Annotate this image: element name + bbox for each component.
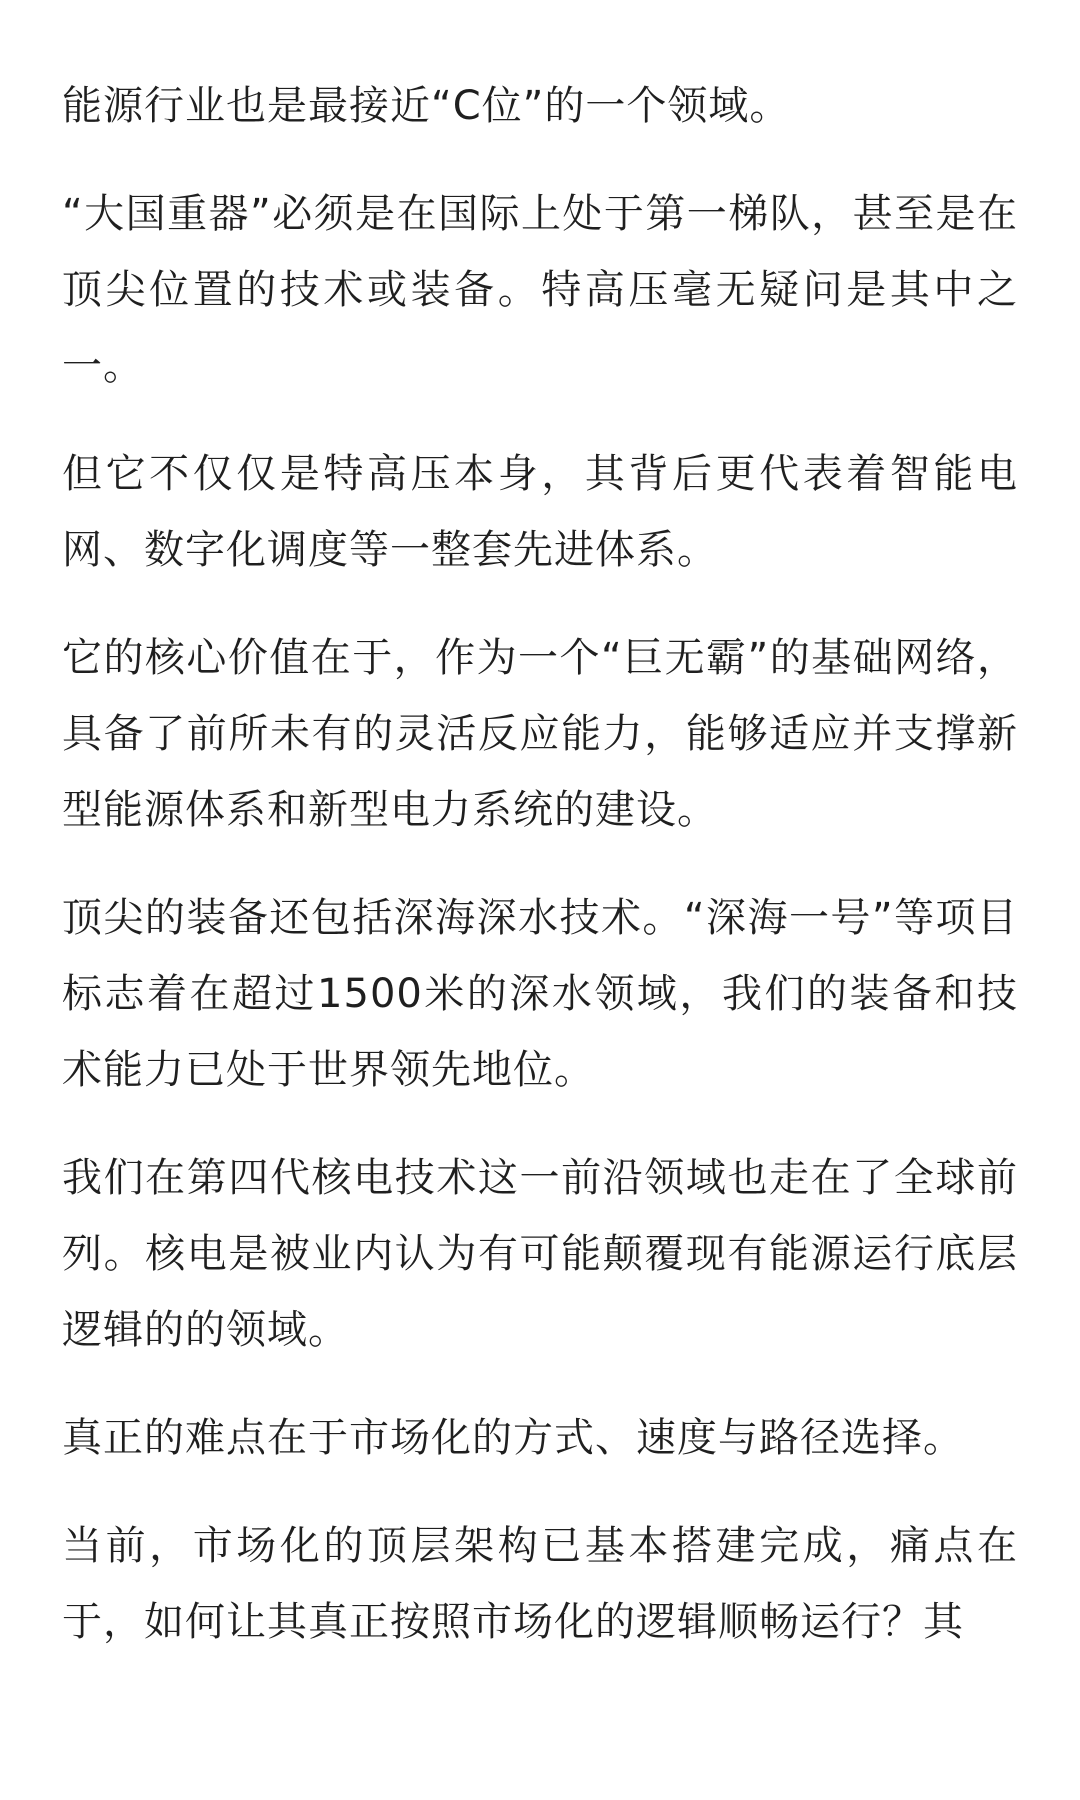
paragraph-market-architecture: 当前，市场化的顶层架构已基本搭建完成，痛点在于，如何让其真正按照市场化的逻辑顺畅运行？其 xyxy=(62,1523,1018,1645)
paragraph-great-national-equipment: “大国重器”必须是在国际上处于第一梯队，甚至是在顶尖位置的技术或装备。特高压毫无疑问是其中之一。 xyxy=(62,191,1018,389)
paragraph-energy-c-position: 能源行业也是最接近“C位”的一个领域。 xyxy=(62,83,791,129)
paragraph-smart-grid-system: 但它不仅仅是特高压本身，其背后更代表着智能电网、数字化调度等一整套先进体系。 xyxy=(62,451,1018,573)
paragraph-core-value: 它的核心价值在于，作为一个“巨无霸”的基础网络，具备了前所未有的灵活反应能力，能够适应并支撑新型能源体系和新型电力系统的建设。 xyxy=(62,635,1018,833)
paragraph-marketization-difficulty: 真正的难点在于市场化的方式、速度与路径选择。 xyxy=(62,1415,964,1461)
paragraph-deep-sea-technology: 顶尖的装备还包括深海深水技术。“深海一号”等项目标志着在超过1500米的深水领域，我们的装备和技术能力已处于世界领先地位。 xyxy=(62,895,1018,1093)
paragraph-fourth-generation-nuclear: 我们在第四代核电技术这一前沿领域也走在了全球前列。核电是被业内认为有可能颠覆现有能源运行底层逻辑的的领域。 xyxy=(62,1155,1018,1353)
